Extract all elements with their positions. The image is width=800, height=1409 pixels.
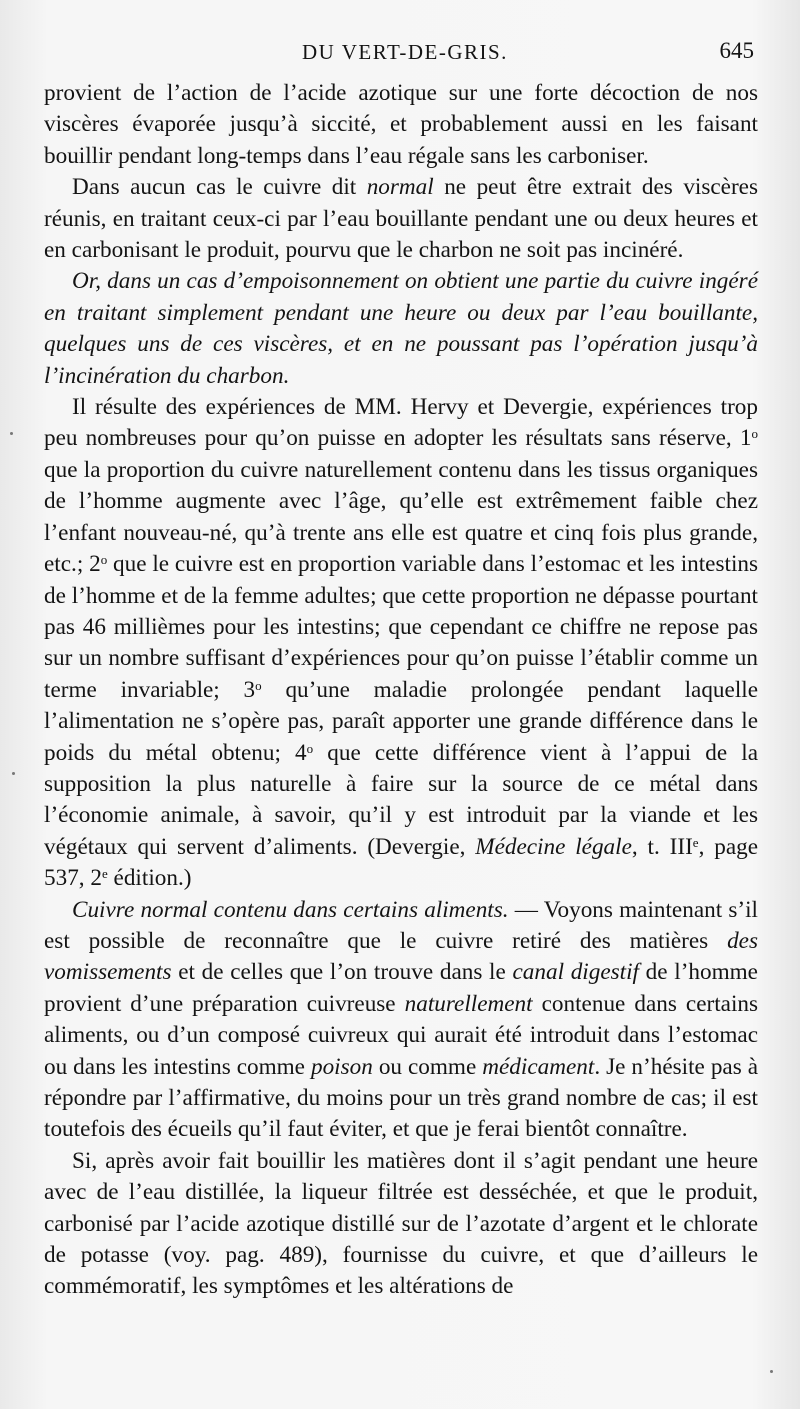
text-run: et de celles que l’on trouve dans le	[171, 959, 513, 986]
paragraph-6: Si, après avoir fait bouillir les matières dont il s’agit pendant une heure avec de l’eau distillée, la liqueur filtrée est desséchée, et que le produit, carbonisé par l’acide azotique distillé sur de l’azotate d’argent et le chlorate de potasse (voy. pag. 489), fournisse du cuivre, et que d’ailleurs le commémoratif, les symptômes et les altérations de	[44, 1147, 758, 1300]
ordinal-superscript: o	[306, 740, 314, 756]
italic-term: médicament	[482, 1053, 595, 1080]
volume-numeral: III	[669, 833, 693, 860]
text-run: édition.)	[107, 865, 192, 892]
paragraph-4	[44, 392, 758, 895]
italic-book-title: Médecine légale	[475, 833, 632, 860]
text-run: ne peut être extrait des viscères réunis, en traitant ceux-ci par l’eau bouillante pendant une ou deux heures et en carbonisant le produit, pourvu que le charbon ne soit pas incinéré.	[44, 174, 758, 264]
paragraph-2	[44, 172, 758, 266]
running-title: DU VERT-DE-GRIS.	[302, 40, 508, 64]
text-run: que la proportion du cuivre naturellement contenu dans les tissus organiques de l’homme augmente avec l’âge, qu’elle est extrêmement faible chez l’enfant nouveau-né, qu’à trente ans elle est quatre et cinq fois plus grande, etc.; 2	[44, 456, 758, 578]
text-run: — Voyons maintenant s’il est possible de reconnaître que le cuivre retiré des matières	[44, 896, 758, 954]
text-run: que le cuivre est en proportion variable dans l’estomac et les intestins de l’homme et de la femme adultes; que cette proportion ne dépasse pourtant pas 46 millièmes pour les intestins; que cependant ce chiffre ne repose pas sur un nombre suffisant d’expériences pour qu’on puisse l’établir comme un terme invariable; 3	[44, 551, 759, 703]
running-head	[44, 32, 756, 78]
italic-term: poison	[310, 1053, 373, 1080]
italic-term: naturellement	[404, 990, 533, 1017]
section-heading-italic: Cuivre normal contenu dans certains aliments.	[72, 896, 509, 923]
ordinal-superscript: o	[751, 426, 758, 442]
page-number: 645	[719, 38, 754, 63]
paragraph-3-italic: Or, dans un cas d’empoisonnement on obtient une partie du cuivre ingéré en traitant simplement pendant une heure ou deux par l’eau bouillante, quelques uns de ces viscères, et en ne poussant pas l’opération jusqu’à l’incinération du charbon.	[44, 268, 758, 389]
text-run: de l’homme provient d’une préparation cuivreuse	[44, 959, 758, 1017]
italic-term: des vomissements	[44, 927, 758, 986]
ordinal-superscript: e	[101, 866, 108, 882]
ordinal-superscript: o	[255, 677, 262, 693]
text-run: . Je n’hésite pas à répondre par l’affirmative, du moins pour un très grand nombre de cas; il est toutefois des écueils qu’il faut éviter, et que je ferai bientôt connaître.	[44, 1053, 759, 1143]
text-run: Il résulte des expériences de MM. Hervy et Devergie, expériences trop peu nombreuses pour qu’on puisse en adopter les résultats sans réserve, 1	[44, 394, 758, 452]
paragraph-5	[44, 895, 758, 1146]
text-run: contenue dans certains aliments, ou d’un composé cuivreux qui aurait été introduit dans l’estomac ou dans les intestins comme	[44, 990, 759, 1080]
ordinal-superscript: e	[692, 834, 699, 850]
margin-speck	[10, 432, 13, 435]
text-run: , page 537, 2	[44, 833, 758, 892]
body-text	[44, 78, 758, 1303]
text-run: qu’une maladie prolongée pendant laquelle l’alimentation ne s’opère pas, paraît apporter une grande différence dans le poids du métal obtenu; 4	[44, 676, 758, 766]
margin-speck	[770, 1370, 773, 1373]
italic-term: normal	[366, 174, 434, 201]
text-run: , t.	[631, 833, 670, 860]
text-run: que cette différence vient à l’appui de la supposition la plus naturelle à faire sur la source de ce métal dans l’économie animale, à savoir, qu’il y est introduit par la viande et les végétaux qui servent d’aliments. (Devergie,	[44, 739, 758, 860]
italic-term: canal digestif	[512, 959, 639, 986]
ordinal-superscript: o	[100, 552, 108, 568]
text-run: ou comme	[372, 1053, 483, 1080]
text-run: Dans aucun cas le cuivre dit	[72, 174, 367, 201]
margin-speck	[12, 772, 15, 775]
paragraph-1: provient de l’action de l’acide azotique sur une forte décoction de nos viscères évaporée jusqu’à siccité, et probablement aussi en les faisant bouillir pendant long-temps dans l’eau régale sans les carboniser.	[44, 80, 758, 169]
